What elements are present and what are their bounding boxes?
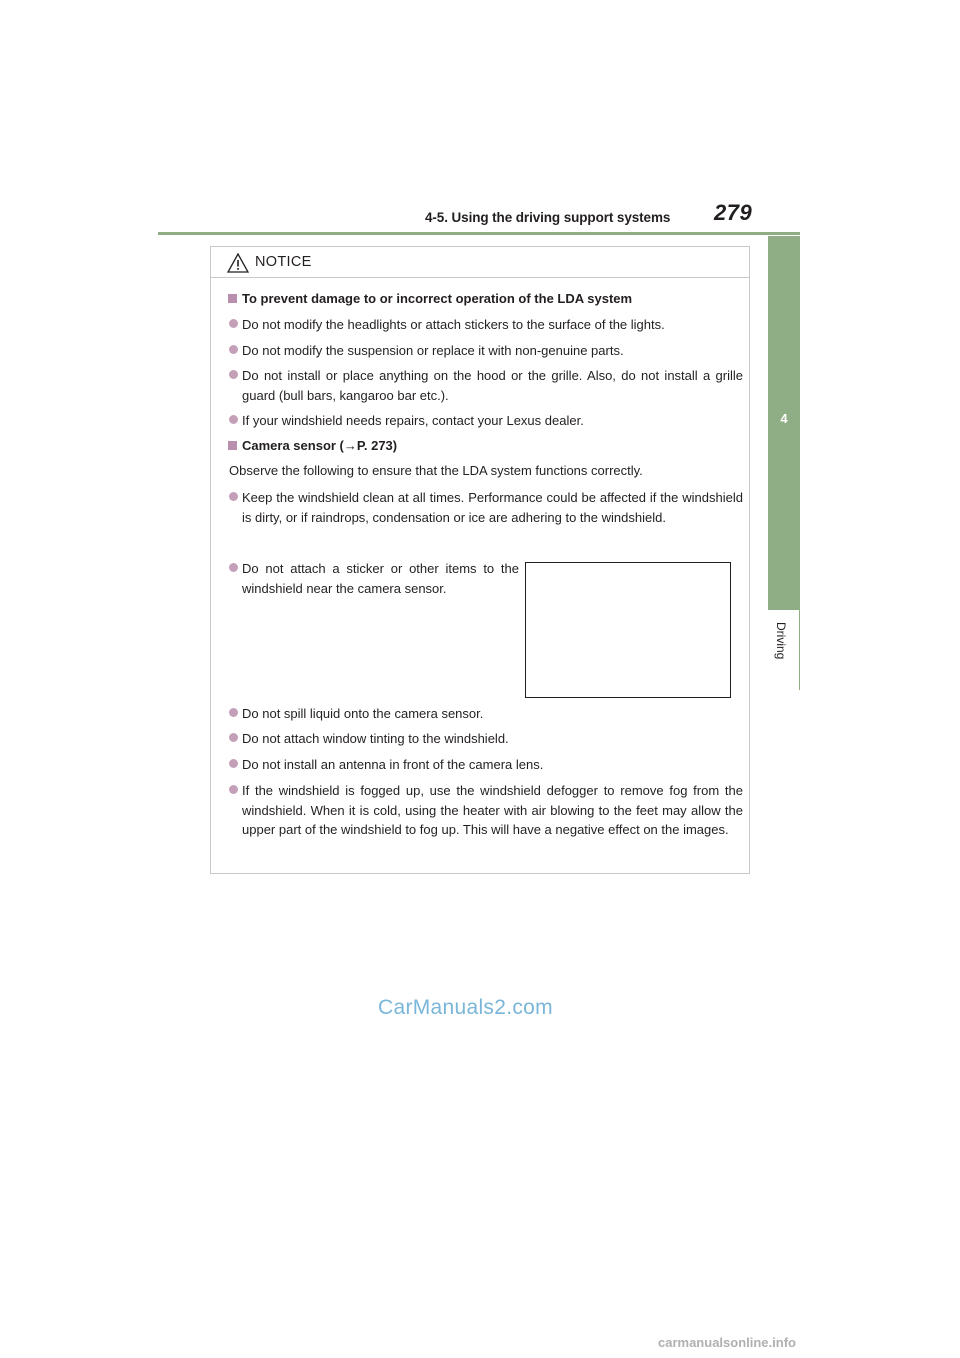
bullet-dot-icon [229,733,238,742]
list-item: Do not attach window tinting to the windshield. [229,729,743,749]
section-intro: Observe the following to ensure that the LDA system functions correctly. [229,463,643,478]
section-heading-lda: To prevent damage to or incorrect operation of the LDA system [228,291,632,306]
list-item: If the windshield is fogged up, use the windshield defogger to remove fog from the windshield. When it is cold, using the heater with air blowing to the feet may allow the upper part of the windshield to fog up. This will have a negative effect on the images. [229,781,743,840]
list-item: Do not attach a sticker or other items to the windshield near the camera sensor. [229,559,519,598]
list-item: If your windshield needs repairs, contact your Lexus dealer. [229,411,743,431]
notice-header [211,247,749,278]
bullet-dot-icon [229,370,238,379]
warning-triangle-icon [227,253,249,273]
bullet-dot-icon [229,708,238,717]
list-item: Do not install or place anything on the hood or the grille. Also, do not install a grille guard (bull bars, kangaroo bar etc.). [229,366,743,405]
chapter-number: 4 [780,411,788,426]
list-item: Do not modify the suspension or replace it with non-genuine parts. [229,341,743,361]
chapter-tab[interactable] [768,236,800,610]
site-watermark[interactable]: CarManuals2.com [378,996,553,1019]
camera-sensor-illustration [525,562,731,698]
list-item: Do not install an antenna in front of the camera lens. [229,755,743,775]
section-title: 4-5. Using the driving support systems [425,210,671,225]
square-marker-icon [228,441,237,450]
bullet-dot-icon [229,345,238,354]
chapter-label: Driving [774,622,788,660]
list-item: Keep the windshield clean at all times. Performance could be affected if the windshield is dirty, or if raindrops, condensation or ice are adhering to the windshield. [229,488,743,527]
square-marker-icon [228,294,237,303]
bullet-dot-icon [229,415,238,424]
bullet-dot-icon [229,759,238,768]
bullet-dot-icon [229,319,238,328]
chapter-label-wrap [760,618,800,678]
section-heading-camera: Camera sensor (→P. 273) [228,438,397,453]
header-rule [158,232,800,235]
footer-watermark: carmanualsonline.info [658,1335,796,1350]
page-header [0,0,960,240]
notice-title: NOTICE [255,254,312,270]
page-number: 279 [714,200,753,225]
bullet-dot-icon [229,785,238,794]
bullet-dot-icon [229,492,238,501]
list-item: Do not modify the headlights or attach stickers to the surface of the lights. [229,315,743,335]
list-item: Do not spill liquid onto the camera sensor. [229,704,743,724]
bullet-dot-icon [229,563,238,572]
